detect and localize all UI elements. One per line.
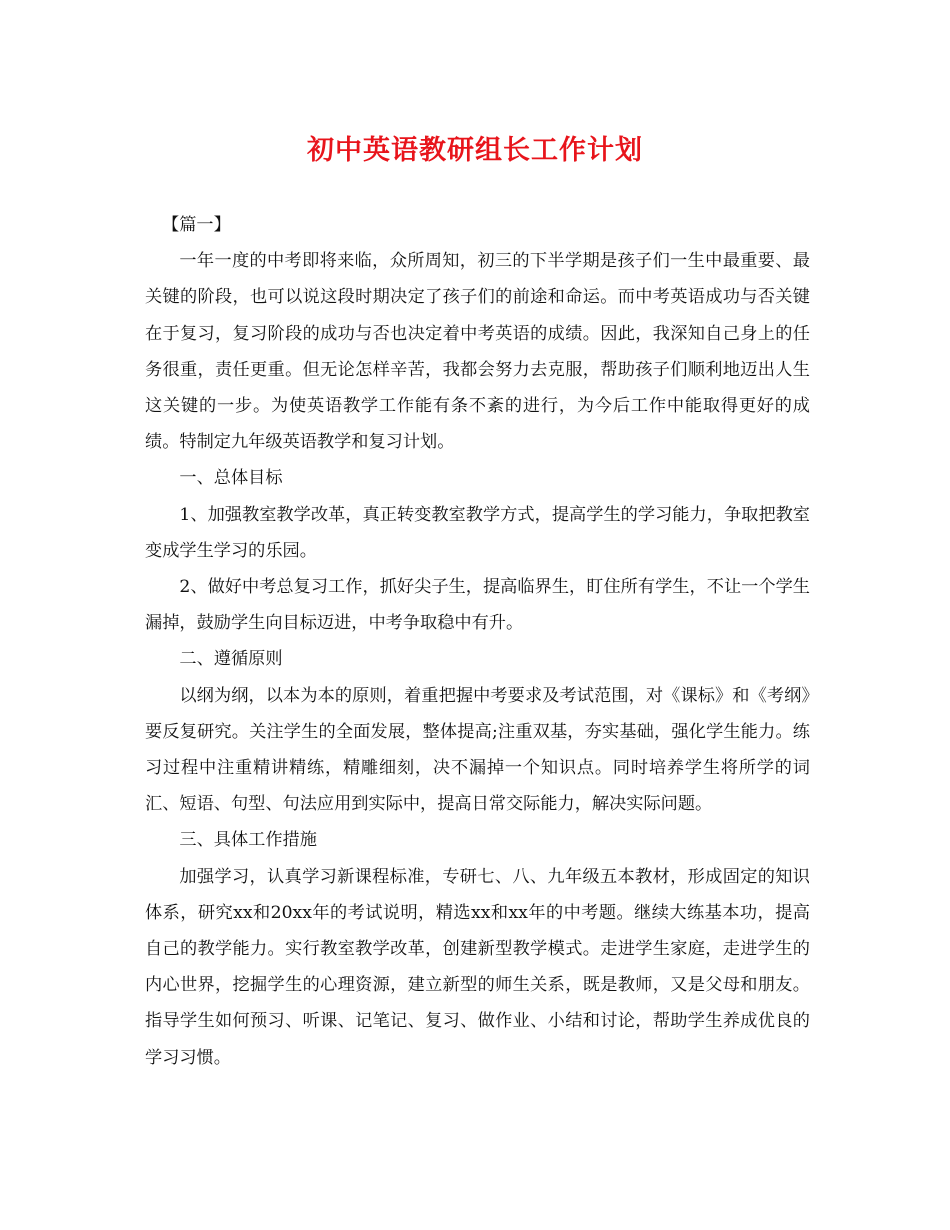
intro-paragraph: 一年一度的中考即将来临，众所周知，初三的下半学期是孩子们一生中最重要、最关键的阶段，也可以说这段时期决定了孩子们的前途和命运。而中考英语成功与否关键在于复习，复习阶段的成功与否也决定着中考英语的成绩。因此，我深知自己身上的任务很重，责任更重。但无论怎样辛苦，我都会努力去克服，帮助孩子们顺利地迈出人生这关键的一步。为使英语教学工作能有条不紊的进行，为今后工作中能取得更好的成绩。特制定九年级英语教学和复习计划。	[145, 251, 810, 453]
document-body	[145, 207, 810, 1076]
heading-overall-goals: 一、总体目标	[179, 468, 283, 489]
principles-paragraph: 以纲为纲，以本为本的原则，着重把握中考要求及考试范围，对《课标》和《考纲》要反复研究。关注学生的全面发展，整体提高;注重双基，夯实基础，强化学生能力。练习过程中注重精讲精练，精雕细刻，决不漏掉一个知识点。同时培养学生将所学的词汇、短语、句型、句法应用到实际中，提高日常交际能力，解决实际问题。	[145, 685, 810, 815]
heading-principles: 二、遵循原则	[179, 649, 283, 670]
heading-measures: 三、具体工作措施	[179, 830, 317, 851]
goal-item-1: 1、加强教室教学改革，真正转变教室教学方式，提高学生的学习能力，争取把教室变成学生学习的乐园。	[145, 504, 810, 561]
measures-paragraph: 加强学习，认真学习新课程标准，专研七、八、九年级五本教材，形成固定的知识体系，研究xx和20xx年的考试说明，精选xx和xx年的中考题。继续大练基本功，提高自己的教学能力。实行教室教学改革，创建新型教学模式。走进学生家庭，走进学生的内心世界，挖掘学生的心理资源，建立新型的师生关系，既是教师，又是父母和朋友。指导学生如何预习、听课、记笔记、复习、做作业、小结和讨论，帮助学生养成优良的学习习惯。	[145, 866, 810, 1068]
section-marker: 【篇一】	[162, 215, 231, 235]
goal-item-2: 2、做好中考总复习工作，抓好尖子生，提高临界生，盯住所有学生，不让一个学生漏掉，鼓励学生向目标迈进，中考争取稳中有升。	[145, 577, 810, 634]
document-title: 初中英语教研组长工作计划	[307, 135, 643, 166]
